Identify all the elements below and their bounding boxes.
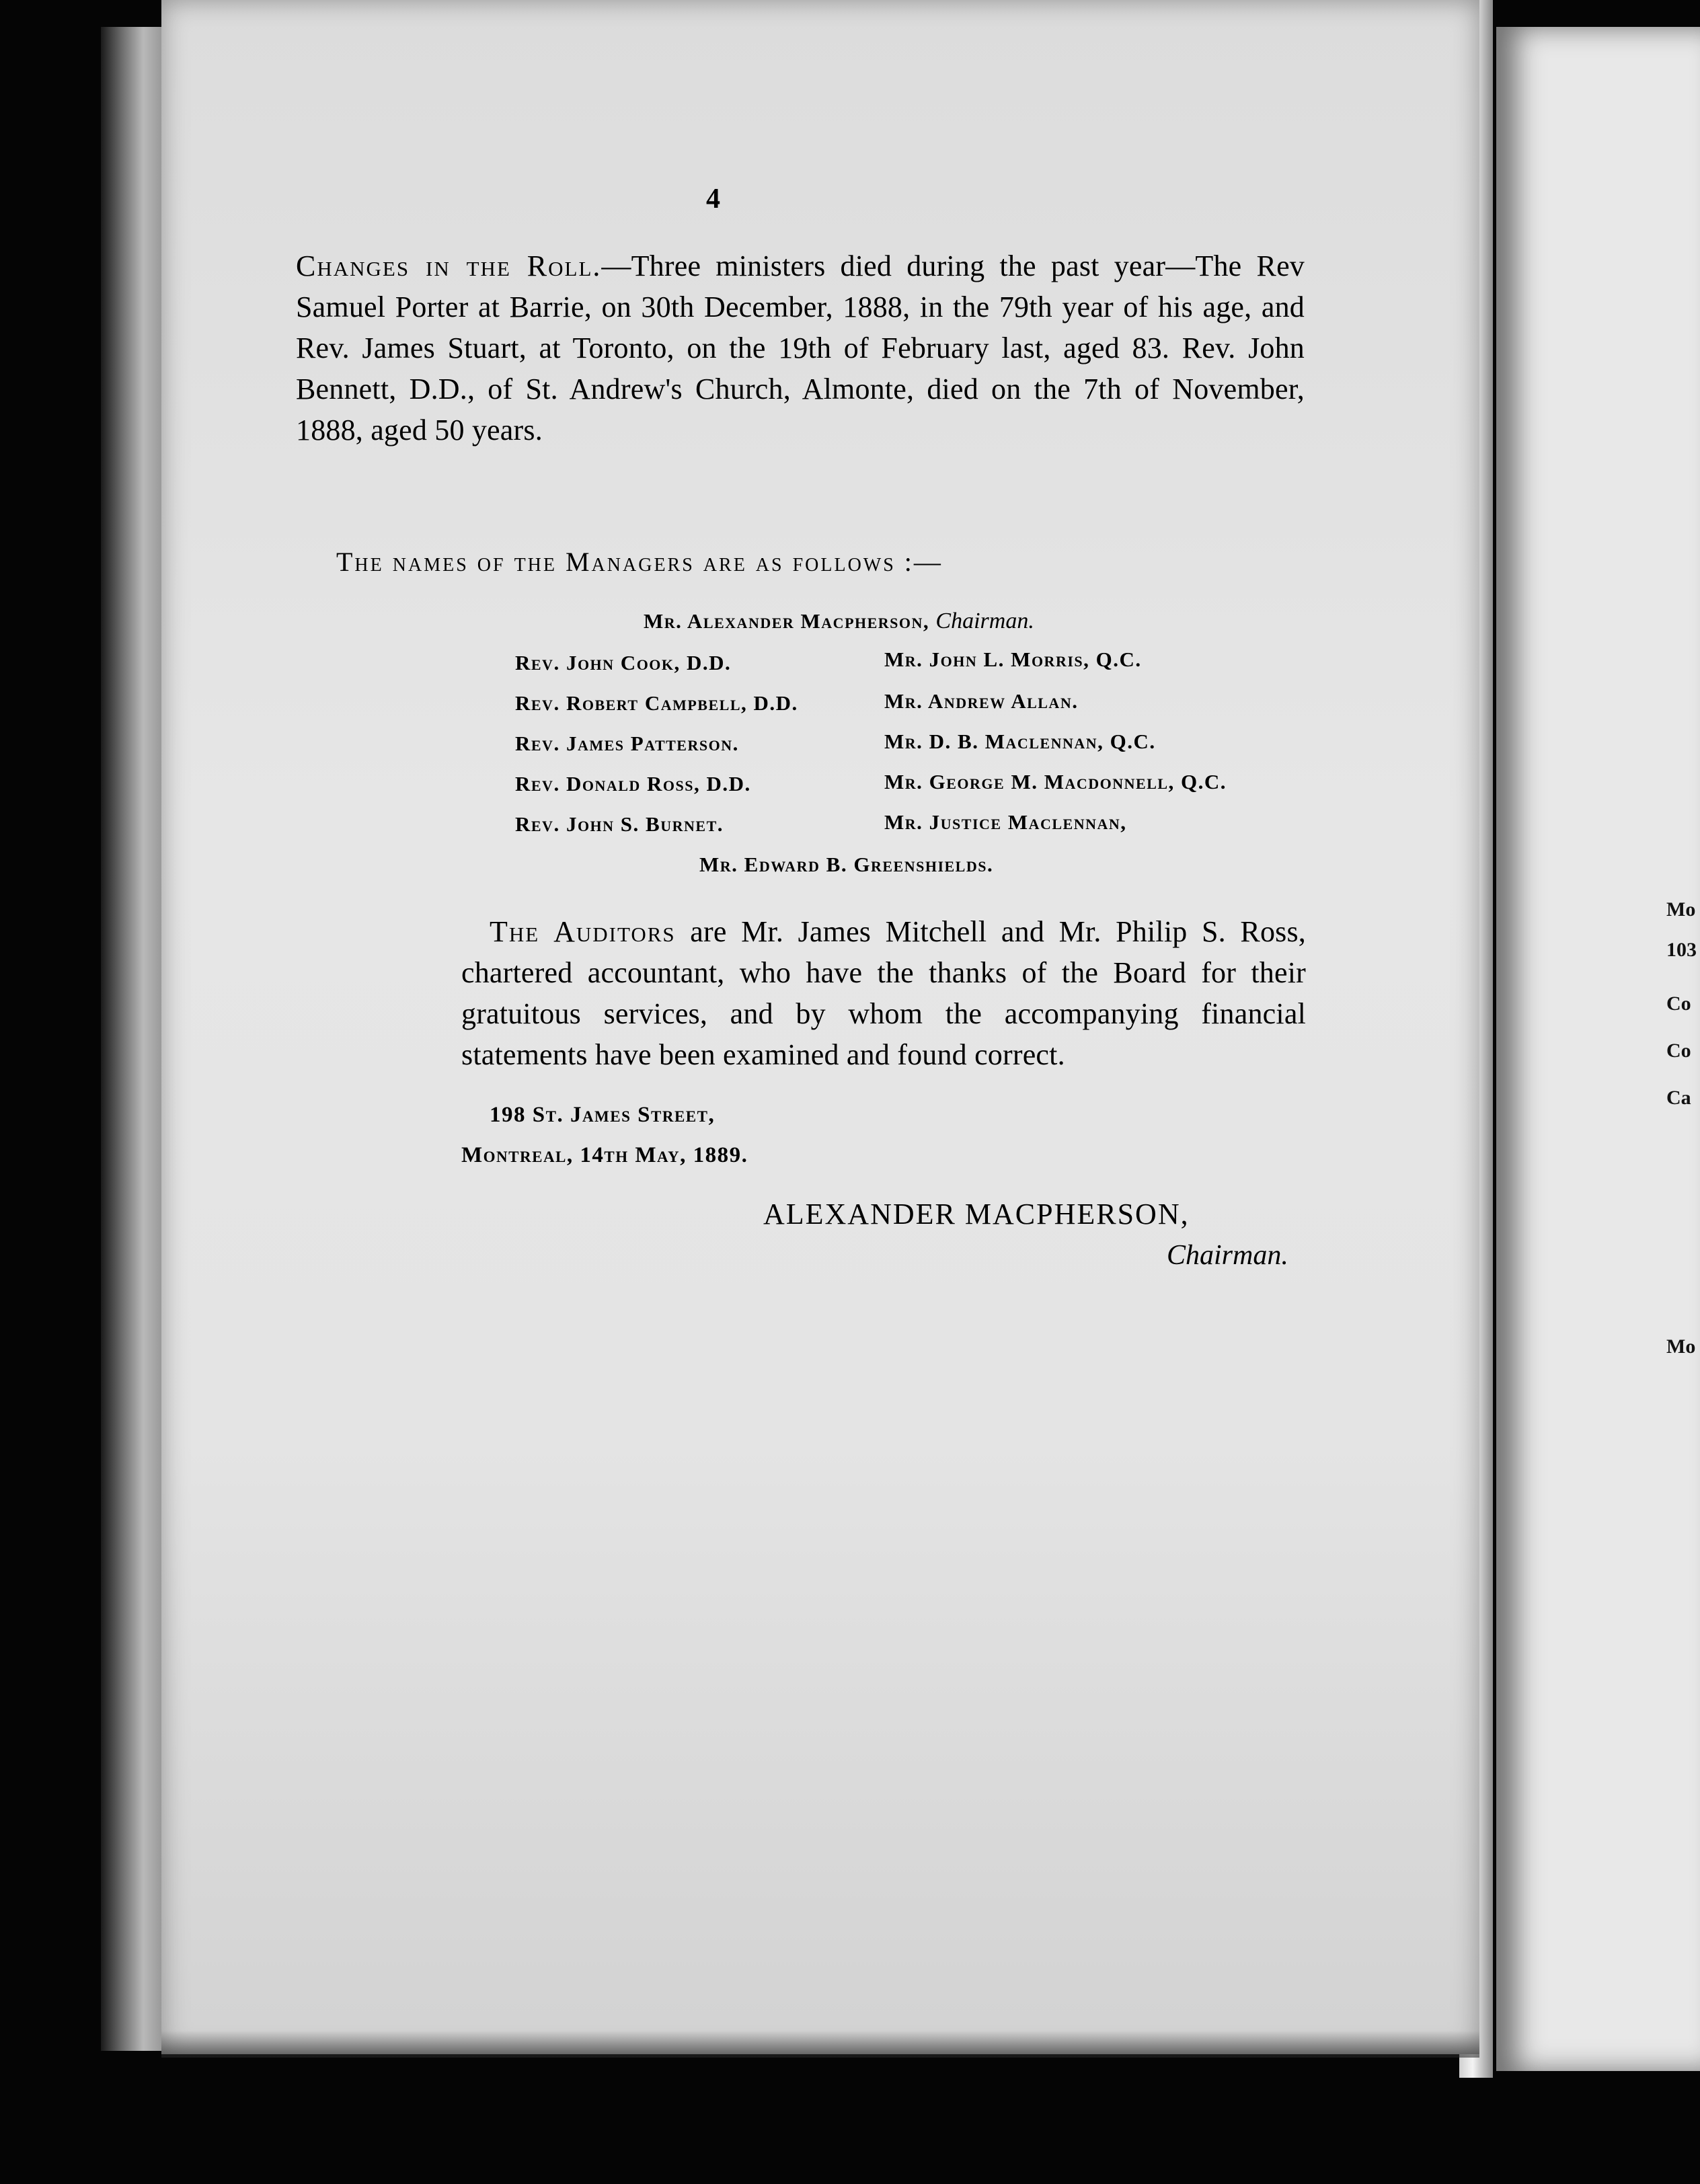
adjacent-page-fragment: Ca [1666, 1087, 1691, 1109]
adjacent-page-fragment: Co [1666, 992, 1691, 1015]
signature-title: Chairman. [1167, 1240, 1288, 1271]
adjacent-page-fragment: 103 [1666, 939, 1697, 961]
chairman-line [644, 609, 1034, 634]
manager-left-4: Rev. Donald Ross, D.D. [515, 772, 751, 795]
changes-in-roll-text: —Three ministers died during the past year—The Rev Samuel Porter at Barrie, on 30th December, 1888, in the 79th year of his age, and Rev. James Stuart, at Toronto, on the 19th of February last, aged 83. Rev. John Bennett, D.D., of St. Andrew's Church, Almonte, died on the 7th of November, 1888, aged 50 years. [296, 249, 1305, 446]
manager-left-5: Rev. John S. Burnet. [515, 812, 724, 836]
manager-left-1: Rev. John Cook, D.D. [515, 651, 732, 674]
page-number: 4 [706, 184, 720, 214]
manager-right-2: Mr. Andrew Allan. [884, 689, 1079, 713]
auditors-lead: The Auditors [490, 915, 676, 948]
page-bottom-shadow [161, 2031, 1479, 2058]
signature-name: ALEXANDER MACPHERSON, [763, 1198, 1190, 1231]
manager-right-4: Mr. George M. Macdonnell, Q.C. [884, 770, 1227, 793]
auditors-paragraph [461, 911, 1306, 1075]
book-binding-edge [101, 27, 161, 2051]
chairman-name: Mr. Alexander Macpherson, [644, 609, 930, 633]
adjacent-page-fragment: Mo [1666, 1335, 1696, 1358]
managers-heading: The names of the Managers are as follows :— [336, 547, 943, 577]
changes-in-roll-paragraph [296, 245, 1305, 451]
chairman-role: Chairman. [935, 609, 1034, 633]
adjacent-page [1496, 27, 1700, 2071]
changes-in-roll-lead: Changes in the Roll. [296, 249, 602, 282]
manager-right-5: Mr. Justice Maclennan, [884, 810, 1127, 834]
adjacent-page-fragment: Mo [1666, 898, 1696, 921]
manager-last: Mr. Edward B. Greenshields. [699, 853, 994, 876]
address-city-date: Montreal, 14th May, 1889. [461, 1143, 748, 1167]
manager-left-2: Rev. Robert Campbell, D.D. [515, 691, 798, 715]
auditors-text: are Mr. James Mitchell and Mr. Philip S. Ross, chartered accountant, who have the thanks of the Board for their gratuitous services, and by whom the accompanying financial statements have been examined and found correct. [461, 915, 1307, 1071]
manager-right-1: Mr. John L. Morris, Q.C. [884, 648, 1142, 671]
adjacent-page-fragment: Co [1666, 1040, 1691, 1062]
manager-left-3: Rev. James Patterson. [515, 732, 739, 755]
manager-right-3: Mr. D. B. Maclennan, Q.C. [884, 730, 1156, 753]
address-street: 198 St. James Street, [490, 1103, 716, 1127]
